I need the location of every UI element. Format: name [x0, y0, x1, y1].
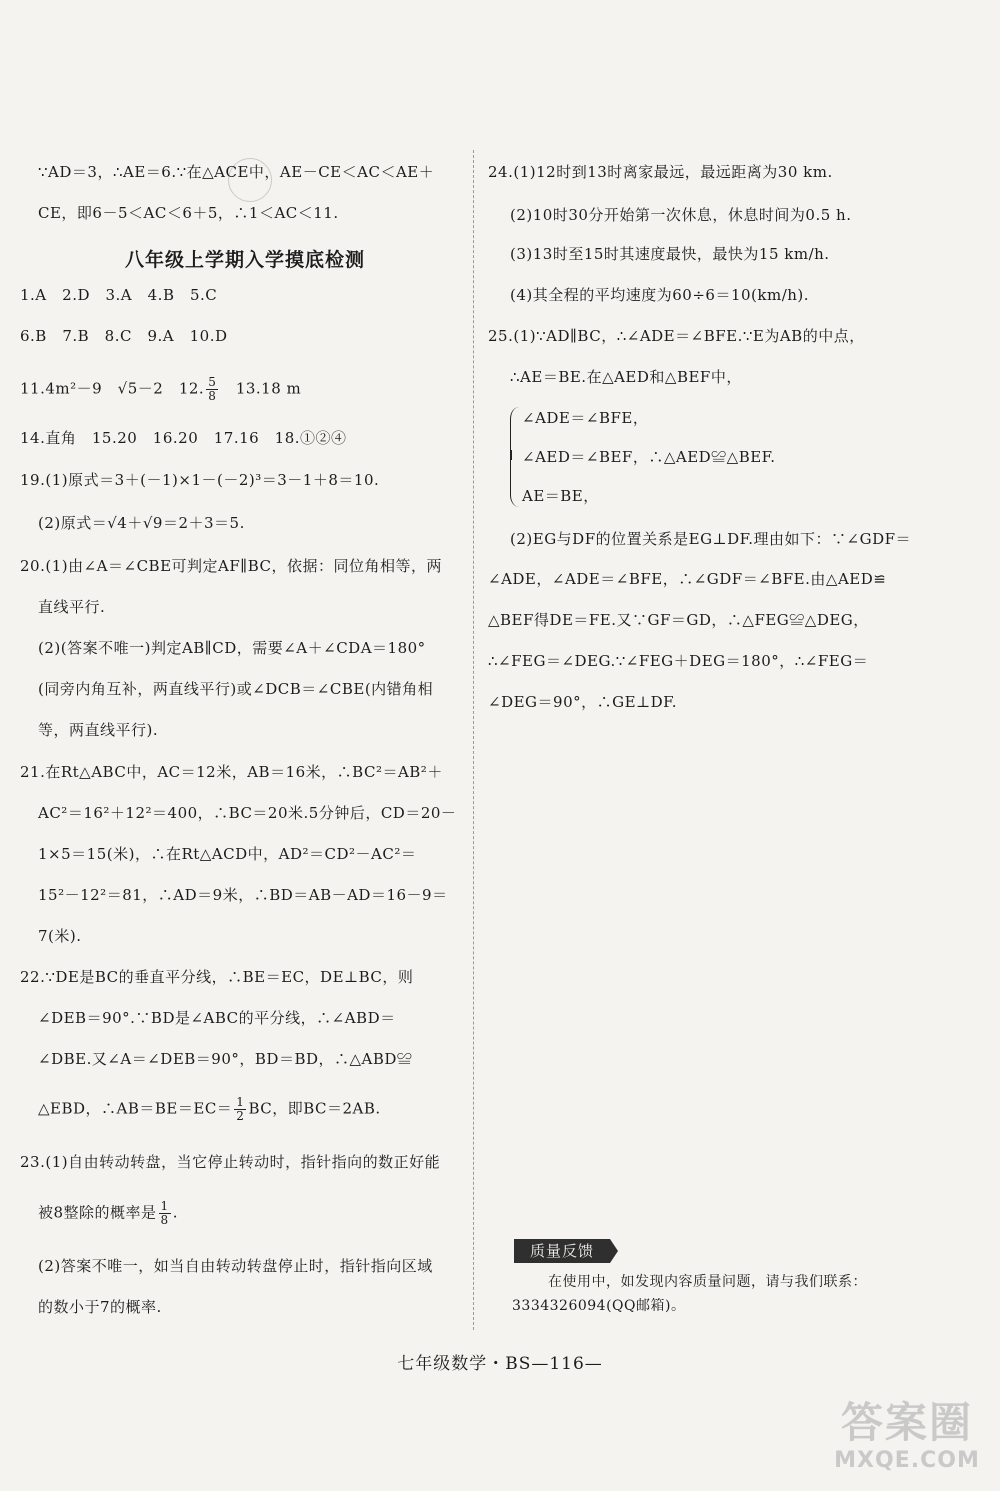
q22-line-4-pre: △EBD，∴AB＝BE＝EC＝: [38, 1099, 233, 1118]
q23-line-4: 的数小于7的概率.: [38, 1298, 162, 1316]
fraction-1-8: [159, 1200, 171, 1227]
q25-part2-line-5: ∠DEG＝90°，∴GE⊥DF.: [488, 693, 678, 711]
fraction-denominator: 8: [208, 389, 217, 403]
q23-line-1: 23.(1)自由转动转盘，当它停止转动时，指针指向的数正好能: [20, 1153, 441, 1171]
feedback-label: 质量反馈: [514, 1239, 610, 1263]
watermark-line-2: MXQE.COM: [834, 1448, 980, 1473]
watermark-logo: [822, 1398, 992, 1486]
fraction-numerator: 1: [160, 1199, 169, 1213]
column-divider: [473, 150, 474, 1330]
fraction-denominator: 8: [160, 1213, 169, 1227]
fraction-numerator: 1: [236, 1095, 245, 1109]
q25-part2-line-1: (2)EG与DF的位置关系是EG⊥DF.理由如下：∵∠GDF＝: [510, 530, 912, 548]
intro-line-1: ∵AD＝3，∴AE＝6.∵在△ACE中，AE－CE＜AC＜AE＋: [38, 163, 435, 181]
q25-system-line-1: ∠ADE＝∠BFE，: [522, 409, 649, 427]
q22-line-3: ∠DBE.又∠A＝∠DEB＝90°，BD＝BD，∴△ABD≌: [38, 1050, 413, 1068]
q20-line-5: 等，两直线平行).: [38, 721, 159, 739]
q24-line-3: (3)13时至15时其速度最快，最快为15 km/h.: [510, 245, 830, 263]
q22-line-1: 22.∵DE是BC的垂直平分线，∴BE＝EC，DE⊥BC，则: [20, 968, 414, 986]
answers-row-3-post: 13.18 m: [220, 379, 302, 398]
answers-row-1: 1.A 2.D 3.A 4.B 5.C: [20, 286, 218, 304]
fraction-numerator: 5: [208, 375, 217, 389]
fraction-1-2: [234, 1096, 246, 1123]
q22-line-4-post: BC，即BC＝2AB.: [248, 1099, 381, 1118]
q23-line-2-pre: 被8整除的概率是: [38, 1203, 157, 1222]
answers-row-2: 6.B 7.B 8.C 9.A 10.D: [20, 327, 228, 345]
answers-row-3: [20, 376, 301, 403]
q24-line-2: (2)10时30分开始第一次休息，休息时间为0.5 h.: [510, 206, 852, 224]
page-footer: 七年级数学・BS—116—: [397, 1354, 603, 1374]
q22-line-4: [38, 1096, 381, 1123]
q25-system-line-2: ∠AED＝∠BEF，∴△AED≌△BEF.: [522, 448, 776, 466]
q21-line-4: 15²－12²＝81，∴AD＝9米，∴BD＝AB－AD＝16－9＝: [38, 886, 448, 904]
q20-line-4: (同旁内角互补，两直线平行)或∠DCB＝∠CBE(内错角相: [38, 680, 434, 698]
q25-part2-line-2: ∠ADE，∠ADE＝∠BFE，∴∠GDF＝∠BFE.由△AED≌: [488, 570, 887, 588]
q20-line-1: 20.(1)由∠A＝∠CBE可判定AF∥BC，依据：同位角相等，两: [20, 557, 442, 575]
q25-system-line-3: AE＝BE，: [522, 487, 599, 505]
q20-line-2: 直线平行.: [38, 598, 106, 616]
feedback-line-1: 在使用中，如发现内容质量问题，请与我们联系：: [548, 1274, 867, 1290]
watermark-line-1: 答案圈: [840, 1398, 973, 1447]
feedback-line-2: 3334326094(QQ邮箱)。: [512, 1298, 686, 1314]
q19-line-2: (2)原式＝√4＋√9＝2＋3＝5.: [38, 514, 245, 532]
q21-line-1: 21.在Rt△ABC中，AC＝12米，AB＝16米，∴BC²＝AB²＋: [20, 763, 443, 781]
fraction-denominator: 2: [236, 1109, 245, 1123]
q21-line-3: 1×5＝15(米)，∴在Rt△ACD中，AD²＝CD²－AC²＝: [38, 845, 417, 863]
q23-line-3: (2)答案不唯一，如当自由转动转盘停止时，指针指向区域: [38, 1257, 433, 1275]
section-title: 八年级上学期入学摸底检测: [124, 249, 365, 271]
q23-line-2-post: .: [172, 1203, 178, 1222]
q25-part2-line-4: ∴∠FEG＝∠DEG.∵∠FEG＋DEG＝180°，∴∠FEG＝: [488, 652, 869, 670]
q19-line-1: 19.(1)原式＝3＋(－1)×1－(－2)³＝3－1＋8＝10.: [20, 471, 380, 489]
q24-line-4: (4)其全程的平均速度为60÷6＝10(km/h).: [510, 286, 810, 304]
answers-row-4: 14.直角 15.20 16.20 17.16 18.①②④: [20, 429, 347, 447]
intro-line-2: CE，即6－5＜AC＜6＋5，∴1＜AC＜11.: [38, 204, 339, 222]
q25-line-1: 25.(1)∵AD∥BC，∴∠ADE＝∠BFE.∵E为AB的中点，: [488, 327, 865, 345]
q20-line-3: (2)(答案不唯一)判定AB∥CD，需要∠A＋∠CDA＝180°: [38, 639, 426, 657]
system-brace-tip: [505, 450, 512, 460]
fraction-5-8: [206, 376, 218, 403]
answers-row-3-pre: 11.4m²－9 √5－2 12.: [20, 379, 205, 398]
q25-part2-line-3: △BEF得DE＝FE.又∵GF＝GD，∴△FEG≌△DEG，: [488, 611, 869, 629]
q23-line-2: [38, 1200, 178, 1227]
q24-line-1: 24.(1)12时到13时离家最远，最远距离为30 km.: [488, 163, 833, 181]
q21-line-5: 7(米).: [38, 927, 82, 945]
q21-line-2: AC²＝16²＋12²＝400，∴BC＝20米.5分钟后，CD＝20－: [38, 804, 457, 822]
q22-line-2: ∠DEB＝90°.∵BD是∠ABC的平分线，∴∠ABD＝: [38, 1009, 396, 1027]
q25-line-2: ∴AE＝BE.在△AED和△BEF中，: [510, 368, 742, 386]
